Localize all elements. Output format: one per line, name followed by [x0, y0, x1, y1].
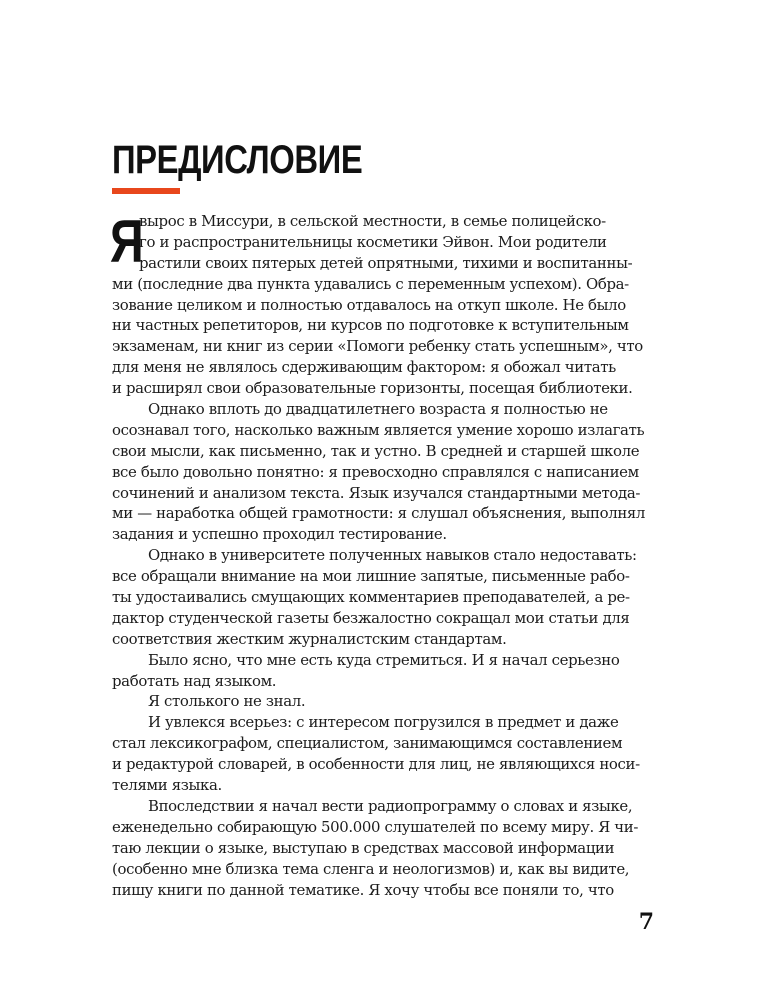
- text-line: экзаменам, ни книг из серии «Помоги ребенку стать успешным», что: [112, 337, 643, 356]
- text-line: все обращали внимание на мои лишние запятые, письменные рабо-: [112, 567, 630, 586]
- text-line: еженедельно собирающую 500.000 слушателей по всему миру. Я чи-: [112, 817, 639, 836]
- text-line: свои мысли, как письменно, так и устно. В средней и старшей школе: [112, 441, 640, 460]
- page-number: 7: [638, 909, 654, 935]
- text-line: ми — наработка общей грамотности: я слушал объяснения, выполнял: [112, 504, 646, 523]
- text-line: все было довольно понятно: я превосходно справлялся с написанием: [112, 462, 639, 481]
- text-line: (особенно мне близка тема сленга и неологизмов) и, как вы видите,: [112, 859, 630, 878]
- text-line: зование целиком и полностью отдавалось на откуп школе. Не было: [112, 295, 626, 314]
- text-line: го и распространительницы косметики Эйвон. Мои родители: [139, 232, 607, 251]
- heading-accent-rule: [112, 188, 180, 194]
- chapter-heading: ПРЕДИСЛОВИЕ: [112, 138, 363, 182]
- text-line: соответствия жестким журналистским стандартам.: [112, 629, 507, 648]
- text-line: осознавал того, насколько важным является умение хорошо излагать: [112, 420, 645, 439]
- text-line: пишу книги по данной тематике. Я хочу чтобы все поняли то, что: [112, 880, 614, 899]
- text-line: Впоследствии я начал вести радиопрограмму о словах и языке,: [148, 796, 633, 815]
- text-line: ми (последние два пункта удавались с переменным успехом). Обра-: [112, 274, 629, 293]
- text-line: телями языка.: [112, 776, 222, 795]
- text-line: Однако в университете полученных навыков стало недоставать:: [148, 546, 637, 565]
- text-line: вырос в Миссури, в сельской местности, в семье полицейско-: [139, 212, 606, 230]
- text-line: работать над языком.: [112, 671, 277, 690]
- text-line: таю лекции о языке, выступаю в средствах массовой информации: [112, 838, 615, 857]
- text-line: Было ясно, что мне есть куда стремиться. И я начал серьезно: [148, 650, 620, 669]
- text-line: дактор студенческой газеты безжалостно сокращал мои статьи для: [112, 608, 630, 627]
- text-line: стал лексикографом, специалистом, занимающимся составлением: [112, 734, 623, 753]
- text-line: сочинений и анализом текста. Язык изучался стандартными метода-: [112, 483, 641, 502]
- text-line: задания и успешно проходил тестирование.: [112, 525, 447, 544]
- text-line: растили своих пятерых детей опрятными, тихими и воспитанны-: [139, 253, 633, 272]
- text-line: ты удостаивались смущающих комментариев преподавателей, а ре-: [112, 588, 630, 607]
- text-line: И увлекся всерьез: с интересом погрузился в предмет и даже: [148, 713, 619, 732]
- drop-cap: Я: [110, 208, 144, 275]
- text-line: и редактурой словарей, в особенности для лиц, не являющихся носи-: [112, 755, 640, 774]
- text-line: Однако вплоть до двадцатилетнего возраста я полностью не: [148, 400, 608, 419]
- text-line: ни частных репетиторов, ни курсов по подготовке к вступительным: [112, 316, 629, 335]
- body-text: [110, 208, 646, 900]
- text-line: и расширял свои образовательные горизонты, посещая библиотеки.: [112, 379, 633, 398]
- text-line: Я столького не знал.: [148, 692, 306, 711]
- text-line: для меня не являлось сдерживающим фактором: я обожал читать: [112, 358, 616, 377]
